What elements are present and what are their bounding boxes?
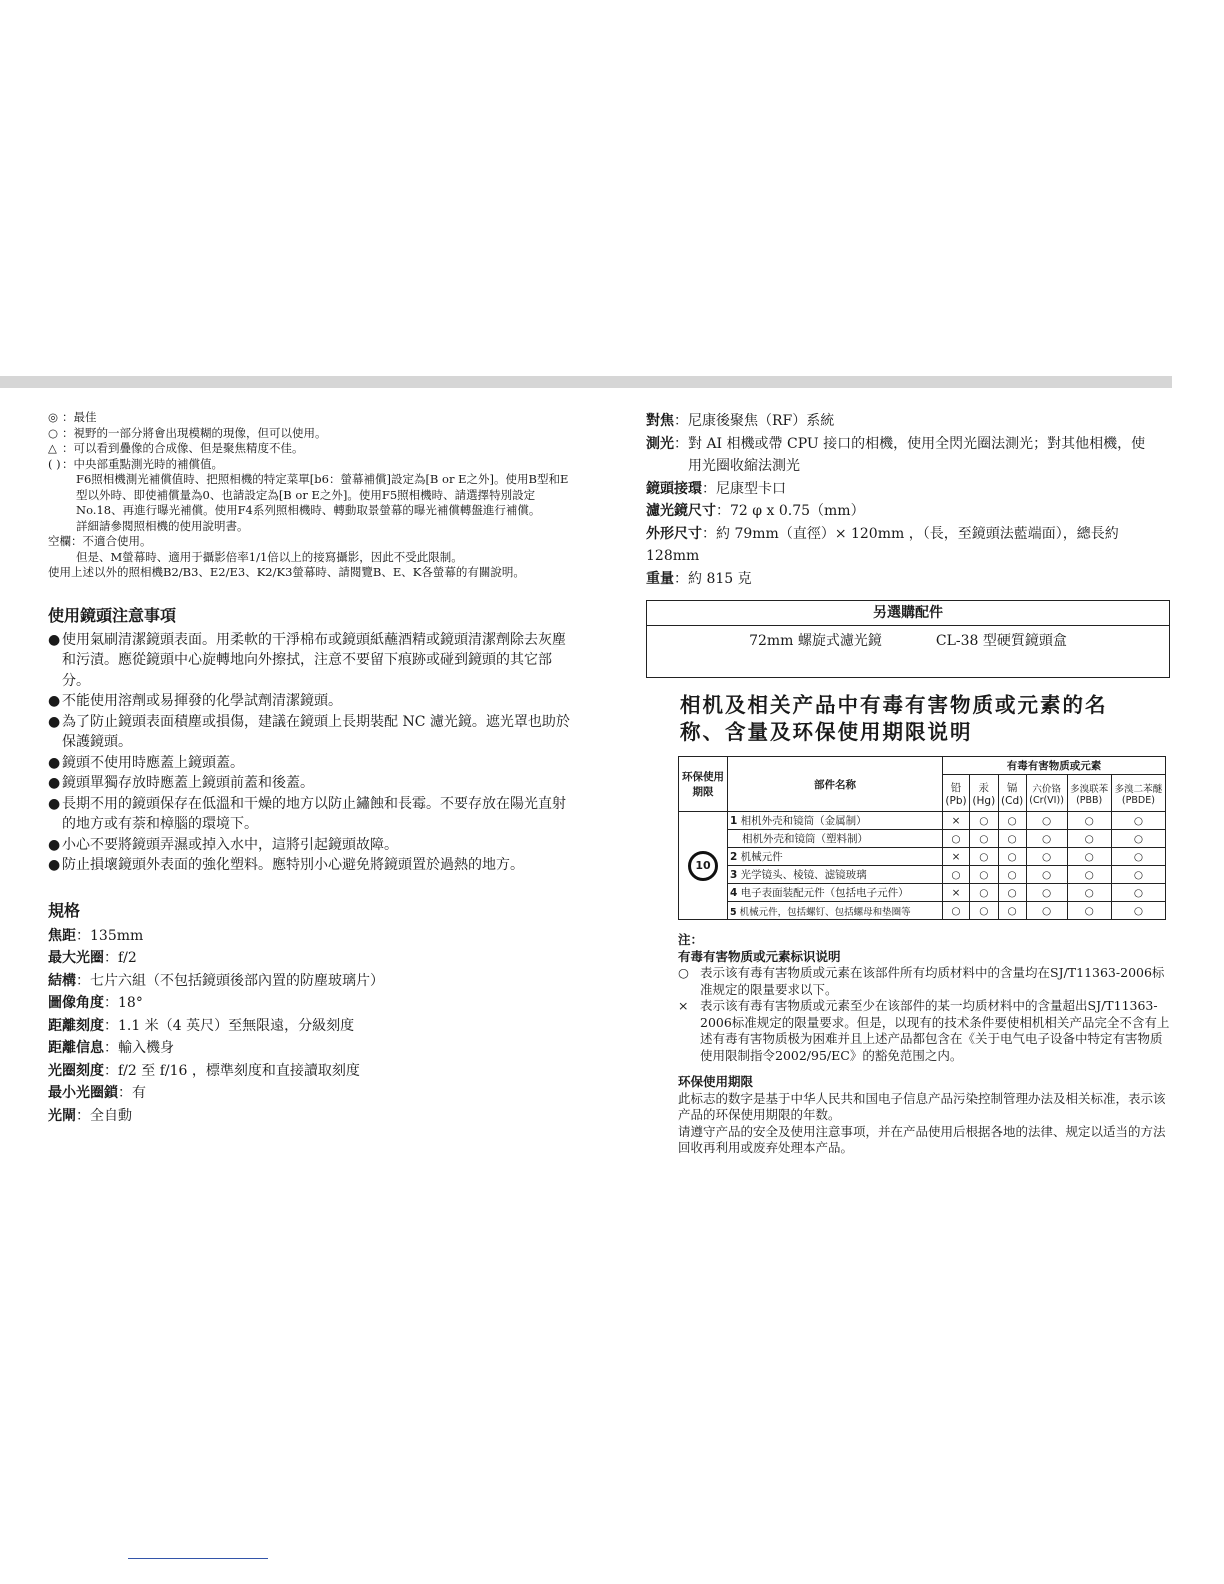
- legend-item: ◎ ：最佳: [48, 410, 97, 424]
- period-text: 此标志的数字是基于中华人民共和国电子信息产品污染控制管理办法及相关标准，表示该产品的环保使用期限的年数。: [678, 1090, 1166, 1122]
- blank-note: 空欄：不適合使用。: [48, 534, 152, 548]
- legend-item: △ ：可以看到疊像的合成像、但是聚焦精度不佳。: [48, 441, 304, 455]
- part-name-cell: 3 光学镜头、棱镜、滤镜玻璃: [728, 866, 943, 884]
- mark-cell: ○: [998, 830, 1026, 848]
- part-name-cell: 1 相机外壳和镜筒（金属制）: [728, 812, 943, 830]
- table-row: [679, 848, 1166, 866]
- hazardous-substances-table: [678, 756, 1166, 920]
- optional-accessories-title: 另選購配件: [647, 601, 1169, 626]
- spec-row: 測光：對 AI 相機或帶 CPU 接口的相機，使用全閃光圈法測光；對其他相機，使: [646, 435, 1146, 452]
- part-name-cell: 4 电子表面装配元件（包括电子元件）: [728, 884, 943, 902]
- mark-cell: ○: [1026, 830, 1067, 848]
- mark-cell: ×: [943, 884, 970, 902]
- spec-row: 光圈刻度：f/2 至 f/16 ，標準刻度和直接讀取刻度: [48, 1062, 360, 1079]
- mark-cell: ○: [1067, 812, 1111, 830]
- table-row: [679, 812, 1166, 830]
- compensation-note: F6照相機測光補償值時、把照相機的特定菜單[b6：螢幕補償]設定為[B or E之外]。使用B型和E型以外時、即使補償量為0、也請設定為[B or E之外]。使用F5照相機時、請選擇特別設定No.18、再進行曝光補償。使用F4系列照相機時、轉動取景螢幕的曝光補償轉盤進行補償。: [76, 472, 569, 517]
- spec-row: 鏡頭接環：尼康型卡口: [646, 480, 786, 497]
- spec-row: 最大光圈：f/2: [48, 950, 137, 966]
- mark-cell: ○: [943, 830, 970, 848]
- list-item: ● 鏡頭不使用時應蓋上鏡頭蓋。: [48, 754, 244, 771]
- mark-cell: ○: [1111, 830, 1165, 848]
- period-heading: 环保使用期限: [678, 1074, 754, 1089]
- bottom-rule: [128, 1558, 268, 1559]
- mark-cell: ○: [998, 848, 1026, 866]
- mark-cell: ○: [970, 866, 999, 884]
- mark-cell: ○: [970, 902, 999, 920]
- list-item: ● 為了防止鏡頭表面積塵或損傷，建議在鏡頭上長期裝配 NC 濾光鏡。遮光罩也助於保護鏡頭。: [48, 713, 570, 750]
- mark-cell: ○: [970, 830, 999, 848]
- mark-cell: ○: [1111, 902, 1165, 920]
- mark-cell: ○: [970, 812, 999, 830]
- mark-cell: ○: [998, 902, 1026, 920]
- mark-cell: ○: [998, 884, 1026, 902]
- accessory-item: CL-38 型硬質鏡頭盒: [935, 633, 1067, 649]
- note-circle: ○ 表示该有毒有害物质或元素在该部件所有均质材料中的含量均在SJ/T11363-2006标准规定的限量要求以下。: [678, 965, 1165, 997]
- mark-cell: ○: [1067, 866, 1111, 884]
- mark-cell: ○: [970, 848, 999, 866]
- header-substances: 有毒有害物质或元素: [943, 757, 1166, 775]
- spec-row: 距離信息：輸入機身: [48, 1040, 174, 1056]
- substance-header: 铅 (Pb): [943, 775, 970, 812]
- notes-section: [678, 932, 1170, 1157]
- mark-cell: ○: [998, 866, 1026, 884]
- substance-header: 多溴联苯 (PBB): [1067, 775, 1111, 812]
- part-name-cell: 2 机械元件: [728, 848, 943, 866]
- substance-header: 镉 (Cd): [998, 775, 1026, 812]
- mark-cell: ○: [1067, 884, 1111, 902]
- specs-continued: [646, 410, 1170, 590]
- part-name-cell: 5 机械元件，包括螺钉、包括螺母和垫圈等: [728, 902, 943, 920]
- spec-row: 外形尺寸：約 79mm（直徑）× 120mm ，（長，至鏡頭法藍端面），總長約 128mm: [646, 525, 1119, 564]
- legend-item: ( ) ：中央部重點測光時的補償值。: [48, 456, 223, 471]
- table-row: [679, 884, 1166, 902]
- precautions-heading: 使用鏡頭注意事項: [48, 605, 177, 625]
- spec-row: 圖像角度：18°: [48, 995, 143, 1011]
- spec-row: 距離刻度：1.1 米（4 英尺）至無限遠，分級刻度: [48, 1017, 355, 1034]
- left-column: [48, 410, 574, 1127]
- spec-row: 光閘：全自動: [48, 1107, 132, 1124]
- mark-cell: ○: [943, 866, 970, 884]
- mark-cell: ×: [943, 812, 970, 830]
- mark-cell: ○: [1111, 812, 1165, 830]
- mark-cell: ×: [943, 848, 970, 866]
- mark-cell: ○: [1026, 866, 1067, 884]
- optional-accessories-box: [646, 600, 1170, 678]
- note-label: 注：: [678, 932, 704, 947]
- epp-logo-cell: [679, 812, 728, 920]
- note-cross: × 表示该有毒有害物质或元素至少在该部件的某一均质材料中的含量超出SJ/T11363-2006标准规定的限量要求。但是，以现有的技术条件要使相机相关产品完全不含有上述有毒有害物质极为困难并且上述产品都包含在《关于电气电子设备中特定有害物质使用限制指令2002/95/EC》的豁免范围之内。: [678, 998, 1170, 1063]
- see-manual-note: 詳細請參閱照相機的使用說明書。: [76, 518, 249, 533]
- substance-header: 多溴二苯醚 (PBDE): [1111, 775, 1165, 812]
- mark-cell: ○: [970, 884, 999, 902]
- list-item: ● 使用氣刷清潔鏡頭表面。用柔軟的干淨棉布或鏡頭紙蘸酒精或鏡頭清潔劑除去灰塵和污漬。應從鏡頭中心旋轉地向外擦拭，注意不要留下痕跡或碰到鏡頭的其它部分。: [48, 631, 566, 689]
- precautions-list: [48, 630, 574, 876]
- table-row: [679, 902, 1166, 920]
- list-item: ● 鏡頭單獨存放時應蓋上鏡頭前蓋和後蓋。: [48, 775, 314, 791]
- substance-header: 汞 (Hg): [970, 775, 999, 812]
- top-divider-bar: [0, 376, 1172, 388]
- list-item: ● 不能使用溶劑或易揮發的化學試劑清潔鏡頭。: [48, 693, 342, 709]
- spec-row: 焦距：135mm: [48, 927, 144, 944]
- mark-cell: ○: [1026, 812, 1067, 830]
- mark-cell: ○: [1026, 884, 1067, 902]
- accessory-item: 72mm 螺旋式濾光鏡: [749, 633, 882, 649]
- mark-cell: ○: [1067, 848, 1111, 866]
- spec-row: 最小光圈鎖：有: [48, 1085, 146, 1101]
- hazardous-substances-title: 相机及相关产品中有毒有害物质或元素的名 称、含量及环保使用期限说明: [680, 693, 1108, 744]
- header-period: 环保使用期限: [679, 757, 728, 812]
- mark-cell: ○: [1111, 866, 1165, 884]
- mark-cell: ○: [1067, 830, 1111, 848]
- mark-cell: ○: [943, 902, 970, 920]
- compatibility-legend: [48, 410, 574, 581]
- spec-row: 重量：約 815 克: [646, 570, 752, 587]
- spec-row: 結構：七片六組（不包括鏡頭後部內置的防塵玻璃片）: [48, 972, 384, 989]
- list-item: ● 小心不要將鏡頭弄濕或掉入水中，這將引起鏡頭故障。: [48, 836, 398, 853]
- note-heading: 有毒有害物质或元素标识说明: [678, 948, 841, 964]
- mark-cell: ○: [1026, 848, 1067, 866]
- specs-list: [48, 925, 574, 1128]
- specs-heading: 規格: [48, 900, 81, 920]
- other-screens-note: 使用上述以外的照相機B2/B3、E2/E3、K2/K3螢幕時、請閱覽B、E、K各螢幕的有關說明。: [48, 565, 525, 579]
- table-header-row: [679, 757, 1166, 775]
- header-part-name: 部件名称: [728, 757, 943, 812]
- substance-header: 六价铬 (Cr(VI)): [1026, 775, 1067, 812]
- m-screen-note: 但是、M螢幕時、適用于攝影倍率1/1倍以上的接寫攝影，因此不受此限制。: [76, 549, 463, 564]
- legend-item: ○ ：視野的一部分將會出現模糊的現像，但可以使用。: [48, 425, 327, 440]
- table-row: [679, 866, 1166, 884]
- mark-cell: ○: [1026, 902, 1067, 920]
- mark-cell: ○: [1111, 884, 1165, 902]
- mark-cell: ○: [1111, 848, 1165, 866]
- part-name-cell: 相机外壳和镜筒（塑料制）: [728, 830, 943, 848]
- environmental-protection-period-icon: 10: [688, 851, 718, 881]
- optional-accessories-items: [647, 626, 1169, 650]
- mark-cell: ○: [998, 812, 1026, 830]
- list-item: ● 長期不用的鏡頭保存在低溫和干燥的地方以防止鏽蝕和長霉。不要存放在陽光直射的地方或有萘和樟腦的環境下。: [48, 795, 566, 832]
- mark-cell: ○: [1067, 902, 1111, 920]
- spec-row-continued: 用光圈收縮法測光: [688, 458, 800, 474]
- table-row: [679, 830, 1166, 848]
- period-text-2: 请遵守产品的安全及使用注意事项，并在产品使用后根据各地的法律、规定以适当的方法回收再利用或废弃处理本产品。: [678, 1123, 1166, 1155]
- list-item: ● 防止損壞鏡頭外表面的強化塑料。應特別小心避免將鏡頭置於過熱的地方。: [48, 857, 524, 873]
- spec-row: 對焦：尼康後聚焦（RF）系統: [646, 413, 835, 429]
- spec-row: 濾光鏡尺寸：72 φ x 0.75（mm）: [646, 503, 865, 519]
- right-column: [646, 410, 1170, 1157]
